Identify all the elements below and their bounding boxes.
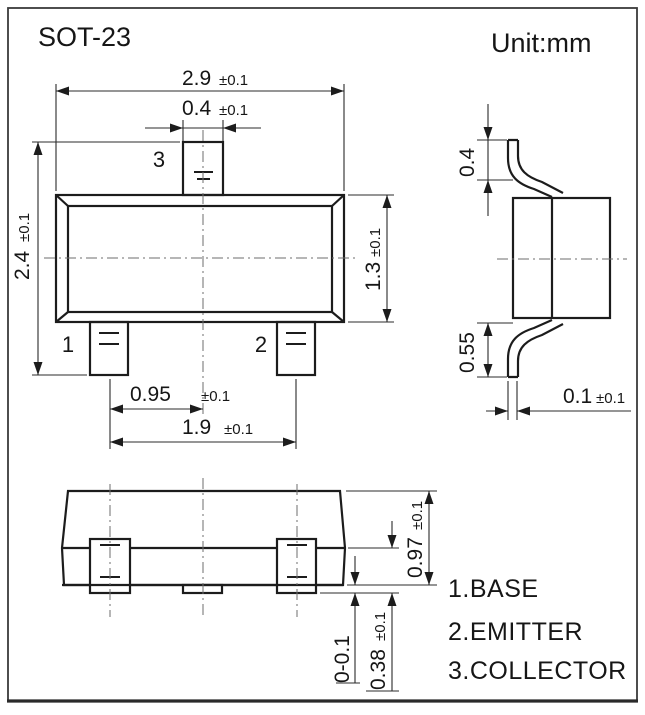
- top-view: [11, 67, 394, 449]
- dim-value: 0.4: [182, 97, 212, 120]
- legend-item-base: 1.BASE: [448, 575, 539, 603]
- side-view: [456, 104, 631, 420]
- side-lead-top: [508, 140, 563, 197]
- dim-tolerance: ±0.1: [219, 102, 249, 119]
- dim-value: 1.3: [362, 261, 385, 291]
- dim-tolerance: ±0.1: [201, 388, 231, 405]
- dim-lead-thickness: [486, 381, 631, 420]
- dim-tolerance: ±0.1: [16, 212, 33, 242]
- dim-lead-pitch: [110, 379, 230, 416]
- pin-2-label: 2: [254, 332, 268, 357]
- legend-item-emitter: 2.EMITTER: [448, 618, 584, 646]
- dim-value: 0.55: [456, 332, 479, 373]
- dim-value: 0.95: [130, 383, 171, 406]
- side-body: [513, 198, 610, 318]
- lead-1: [90, 322, 128, 375]
- lead-2: [277, 322, 315, 375]
- dim-value: 0.1: [563, 385, 593, 408]
- dim-tolerance: ±0.1: [596, 390, 626, 407]
- dim-tolerance: ±0.1: [409, 500, 426, 530]
- body-inner: [68, 206, 332, 312]
- side-lead-bottom: [508, 320, 563, 377]
- pin-3-label: 3: [152, 147, 166, 172]
- front-view: [62, 478, 437, 691]
- dim-value: 2.9: [182, 67, 212, 90]
- legend-item-collector: 3.COLLECTOR: [448, 657, 627, 685]
- page-title: SOT-23: [38, 22, 132, 52]
- dim-value: 1.9: [182, 416, 212, 439]
- dim-tolerance: ±0.1: [224, 421, 254, 438]
- dim-tolerance: ±0.1: [372, 611, 389, 641]
- dim-value: 0-0.1: [331, 635, 354, 683]
- dim-value: 2.4: [11, 250, 34, 280]
- dim-value: 0.4: [456, 147, 479, 177]
- pin-legend: [448, 575, 627, 685]
- dim-value: 0.38: [367, 649, 390, 690]
- dim-tolerance: ±0.1: [219, 72, 249, 89]
- dim-bottom-lead-length: [456, 323, 513, 377]
- dim-tolerance: ±0.1: [367, 227, 384, 257]
- dim-value: 0.97: [404, 537, 427, 578]
- pin-1-label: 1: [61, 332, 75, 357]
- unit-label: Unit:mm: [491, 28, 592, 58]
- dim-top-lead-length: [456, 104, 513, 216]
